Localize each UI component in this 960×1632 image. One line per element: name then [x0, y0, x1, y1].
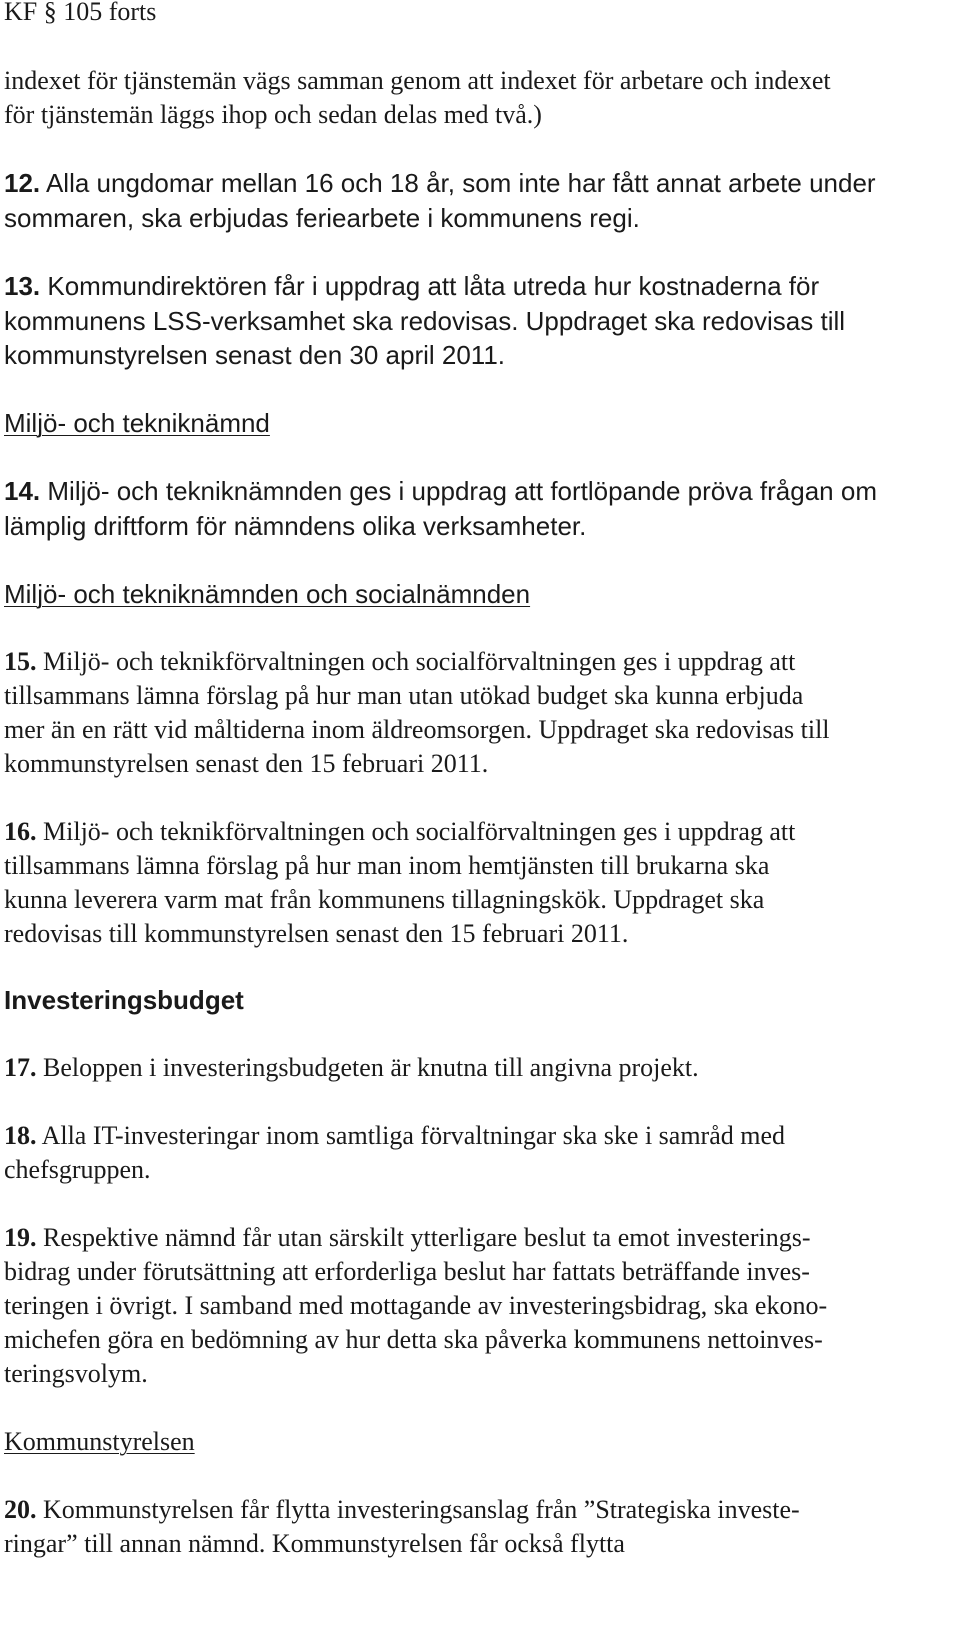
item-text: Kommunstyrelsen får flytta investeringsanslag från ”Strategiska investe- [36, 1495, 800, 1524]
text-line: mer än en rätt vid måltiderna inom äldreomsorgen. Uppdraget ska redovisas till [4, 715, 830, 744]
text-line: sommaren, ska erbjudas feriearbete i kommunens regi. [4, 203, 640, 233]
item-number: 17. [4, 1053, 37, 1082]
text-line: för tjänstemän läggs ihop och sedan delas med två.) [4, 100, 542, 129]
text-line: kunna leverera varm mat från kommunens tillagningskök. Uppdraget ska [4, 885, 765, 914]
text-line: teringen i övrigt. I samband med mottagande av investeringsbidrag, ska ekono- [4, 1291, 828, 1320]
item-first-line [4, 166, 954, 201]
item-number: 12. [4, 168, 41, 198]
text-line: teringsvolym. [4, 1359, 148, 1388]
item-20 [4, 1493, 954, 1561]
text-line: redovisas till kommunstyrelsen senast den 15 februari 2011. [4, 919, 629, 948]
text-line: tillsammans lämna förslag på hur man inom hemtjänsten till brukarna ska [4, 851, 770, 880]
item-text: Beloppen i investeringsbudgeten är knutna till angivna projekt. [36, 1053, 699, 1082]
item-number: 13. [4, 271, 41, 301]
subheading-miljo-teknik [4, 406, 954, 440]
text-line: lämplig driftform för nämndens olika verksamheter. [4, 511, 587, 541]
text-line: indexet för tjänstemän vägs samman genom att indexet för arbetare och indexet [4, 66, 831, 95]
item-text: Alla ungdomar mellan 16 och 18 år, som inte har fått annat arbete under [40, 168, 876, 198]
item-17 [4, 1051, 954, 1085]
item-first-line [4, 645, 954, 679]
text-line: kommunstyrelsen senast den 15 februari 2011. [4, 749, 489, 778]
text-line: kommunens LSS-verksamhet ska redovisas. Uppdraget ska redovisas till [4, 306, 846, 336]
item-number: 16. [4, 817, 37, 846]
item-number: 18. [4, 1121, 37, 1150]
item-text: Respektive nämnd får utan särskilt ytterligare beslut ta emot investerings- [36, 1223, 811, 1252]
item-first-line [4, 1119, 954, 1153]
item-13 [4, 269, 954, 372]
text-line: ringar” till annan nämnd. Kommunstyrelsen får också flytta [4, 1529, 625, 1558]
item-first-line [4, 1051, 954, 1085]
subheading: Miljö- och tekniknämnden och socialnämnden [4, 579, 531, 609]
item-text: Kommundirektören får i uppdrag att låta utreda hur kostnaderna för [40, 271, 820, 301]
page-header: KF § 105 forts [4, 0, 157, 26]
intro-paragraph [4, 64, 954, 132]
text-line: michefen göra en bedömning av hur detta ska påverka kommunens nettoinves- [4, 1325, 823, 1354]
subheading-kommunstyrelsen [4, 1425, 954, 1459]
item-first-line [4, 1493, 954, 1527]
item-19 [4, 1221, 954, 1391]
text-line: chefsgruppen. [4, 1155, 151, 1184]
text-line: bidrag under förutsättning att erforderliga beslut har fattats beträffande inves- [4, 1257, 810, 1286]
item-18 [4, 1119, 954, 1187]
item-15 [4, 645, 954, 781]
item-text: Miljö- och tekniknämnden ges i uppdrag att fortlöpande pröva frågan om [40, 476, 877, 506]
item-number: 14. [4, 476, 41, 506]
item-text: Miljö- och teknikförvaltningen och socialförvaltningen ges i uppdrag att [36, 647, 796, 676]
item-first-line [4, 269, 954, 304]
item-number: 19. [4, 1223, 37, 1252]
item-text: Alla IT-investeringar inom samtliga förvaltningar ska ske i samråd med [36, 1121, 786, 1150]
item-first-line [4, 1221, 954, 1255]
item-first-line [4, 474, 954, 509]
item-12 [4, 166, 954, 235]
item-number: 15. [4, 647, 37, 676]
document-page [4, 0, 954, 1561]
section-heading: Investeringsbudget [4, 985, 244, 1015]
item-text: Miljö- och teknikförvaltningen och socialförvaltningen ges i uppdrag att [36, 817, 796, 846]
text-line: tillsammans lämna förslag på hur man utan utökad budget ska kunna erbjuda [4, 681, 804, 710]
subheading-miljo-teknik-social [4, 577, 954, 611]
subheading: Kommunstyrelsen [4, 1427, 195, 1456]
subheading: Miljö- och tekniknämnd [4, 408, 270, 438]
item-16 [4, 815, 954, 951]
section-investeringsbudget [4, 983, 954, 1017]
text-line: kommunstyrelsen senast den 30 april 2011. [4, 340, 506, 370]
item-number: 20. [4, 1495, 37, 1524]
item-first-line [4, 815, 954, 849]
item-14 [4, 474, 954, 543]
